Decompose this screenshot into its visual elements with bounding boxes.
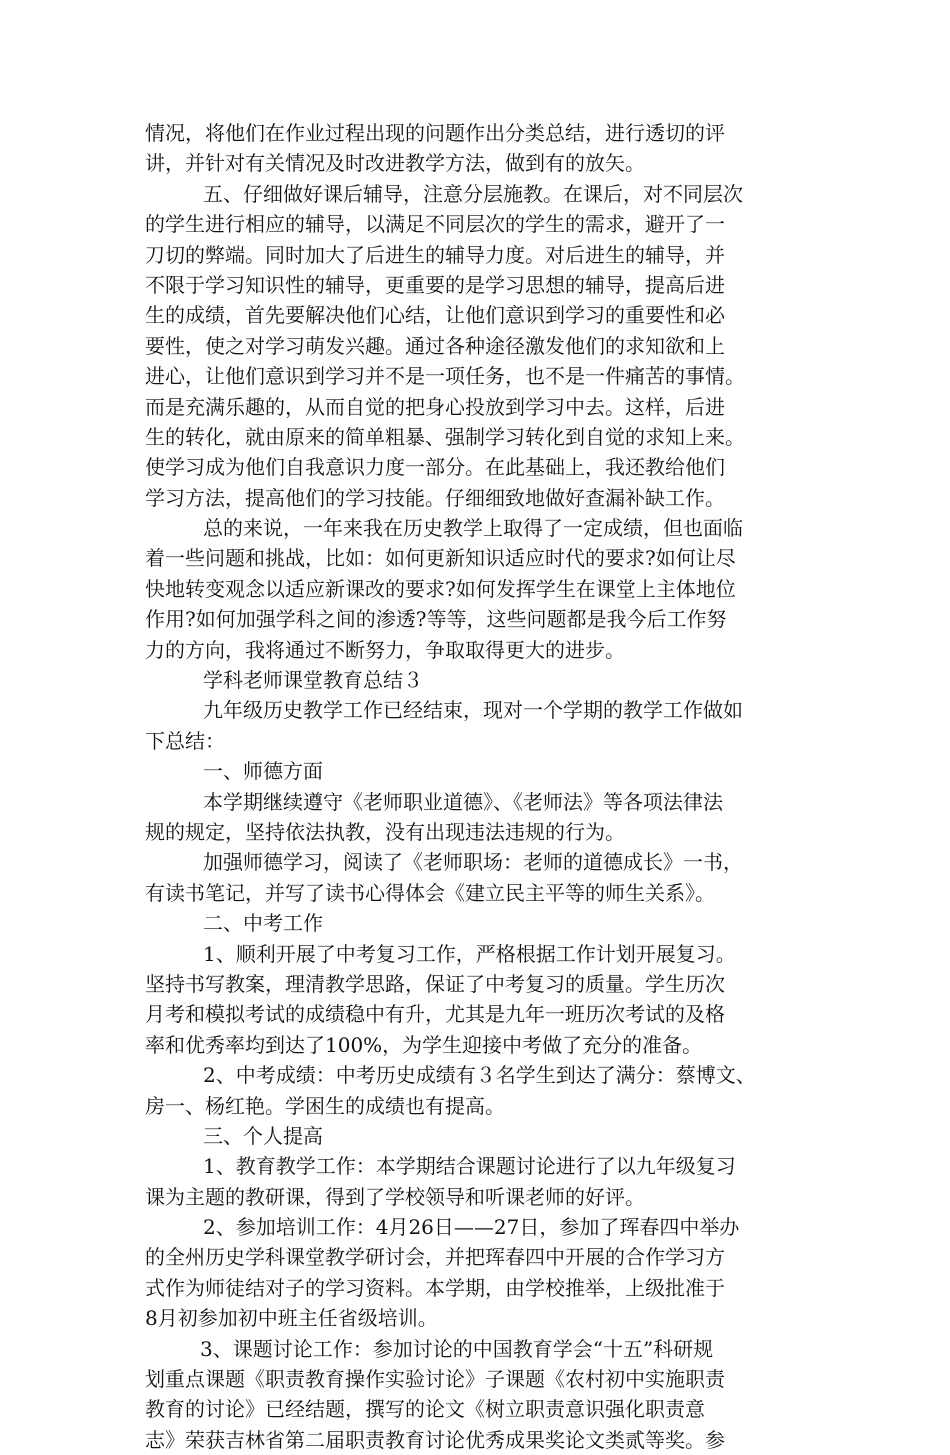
text-line: 率和优秀率均到达了100%，为学生迎接中考做了充分的准备。 bbox=[145, 1032, 703, 1057]
text-line: 力的方向，我将通过不断努力，争取取得更大的进步。 bbox=[145, 637, 625, 662]
text-line: 下总结： bbox=[145, 728, 225, 753]
text-line: 快地转变观念以适应新课改的要求?如何发挥学生在课堂上主体地位 bbox=[145, 576, 736, 601]
text-line: 学习方法，提高他们的学习技能。仔细细致地做好查漏补缺工作。 bbox=[145, 485, 725, 510]
text-line: 月考和模拟考试的成绩稳中有升，尤其是九年一班历次考试的及格 bbox=[145, 1002, 725, 1027]
text-line: 使学习成为他们自我意识力度一部分。在此基础上，我还教给他们 bbox=[145, 455, 725, 480]
text-line: 讲，并针对有关情况及时改进教学方法，做到有的放矢。 bbox=[145, 151, 645, 176]
text-line: 房一、杨红艳。学困生的成绩也有提高。 bbox=[145, 1093, 505, 1118]
text-line: 而是充满乐趣的，从而自觉的把身心投放到学习中去。这样，后进 bbox=[145, 394, 725, 419]
text-line: 式作为师徒结对子的学习资料。本学期，由学校推举，上级批准于 bbox=[145, 1275, 725, 1300]
text-line: 教育的讨论》已经结题，撰写的论文《树立职责意识强化职责意 bbox=[145, 1397, 705, 1422]
subsection-heading: 一、师德方面 bbox=[203, 759, 323, 784]
paragraph-start: 1、教育教学工作：本学期结合课题讨论进行了以九年级复习 bbox=[203, 1154, 736, 1179]
document-body bbox=[145, 118, 810, 1455]
paragraph-start: 九年级历史教学工作已经结束，现对一个学期的教学工作做如 bbox=[203, 698, 743, 723]
paragraph-start: 3、课题讨论工作：参加讨论的中国教育学会“十五”科研规 bbox=[200, 1336, 714, 1361]
paragraph-start: 2、中考成绩：中考历史成绩有３名学生到达了满分：蔡博文、 bbox=[203, 1063, 756, 1088]
subsection-heading: 三、个人提高 bbox=[203, 1123, 323, 1148]
text-line: 不限于学习知识性的辅导，更重要的是学习思想的辅导，提高后进 bbox=[145, 272, 725, 297]
text-line: 要性，使之对学习萌发兴趣。通过各种途径激发他们的求知欲和上 bbox=[145, 333, 725, 358]
text-line: 作用?如何加强学科之间的渗透?等等，这些问题都是我今后工作努 bbox=[145, 607, 727, 632]
text-line: 的全州历史学科课堂教学研讨会，并把珲春四中开展的合作学习方 bbox=[145, 1245, 725, 1270]
paragraph-start: 1、顺利开展了中考复习工作，严格根据工作计划开展复习。 bbox=[203, 941, 736, 966]
paragraph-start: 2、参加培训工作：4月26日——27日，参加了珲春四中举办 bbox=[203, 1215, 740, 1240]
text-line: 划重点课题《职责教育操作实验讨论》子课题《农村初中实施职责 bbox=[145, 1367, 725, 1392]
paragraph-start: 加强师德学习，阅读了《老师职场：老师的道德成长》一书， bbox=[203, 850, 743, 875]
text-line: 坚持书写教案，理清教学思路，保证了中考复习的质量。学生历次 bbox=[145, 971, 725, 996]
text-line: 有读书笔记，并写了读书心得体会《建立民主平等的师生关系》。 bbox=[145, 880, 715, 905]
section-heading: 学科老师课堂教育总结３ bbox=[203, 668, 423, 693]
subsection-heading: 二、中考工作 bbox=[203, 911, 323, 936]
text-line: 刀切的弊端。同时加大了后进生的辅导力度。对后进生的辅导，并 bbox=[145, 242, 725, 267]
paragraph-start: 总的来说，一年来我在历史教学上取得了一定成绩，但也面临 bbox=[203, 516, 743, 541]
text-line: 生的转化，就由原来的简单粗暴、强制学习转化到自觉的求知上来。 bbox=[145, 424, 745, 449]
text-line: 生的成绩，首先要解决他们心结，让他们意识到学习的重要性和必 bbox=[145, 303, 725, 328]
text-line: 8月初参加初中班主任省级培训。 bbox=[145, 1306, 438, 1331]
text-line: 规的规定，坚持依法执教，没有出现违法违规的行为。 bbox=[145, 819, 625, 844]
text-line: 课为主题的教研课，得到了学校领导和听课老师的好评。 bbox=[145, 1184, 645, 1209]
text-line: 志》荣获吉林省第二届职责教育讨论优秀成果奖论文类贰等奖。参 bbox=[145, 1427, 725, 1452]
text-line: 情况，将他们在作业过程出现的问题作出分类总结，进行透切的评 bbox=[145, 121, 725, 145]
paragraph-start: 本学期继续遵守《老师职业道德》、《老师法》等各项法律法 bbox=[203, 789, 723, 814]
text-line: 着一些问题和挑战，比如：如何更新知识适应时代的要求?如何让尽 bbox=[145, 546, 736, 571]
paragraph-start: 五、仔细做好课后辅导，注意分层施教。在课后，对不同层次 bbox=[203, 181, 743, 206]
text-line: 进心，让他们意识到学习并不是一项任务，也不是一件痛苦的事情。 bbox=[145, 364, 745, 389]
text-line: 的学生进行相应的辅导，以满足不同层次的学生的需求，避开了一 bbox=[145, 212, 725, 237]
